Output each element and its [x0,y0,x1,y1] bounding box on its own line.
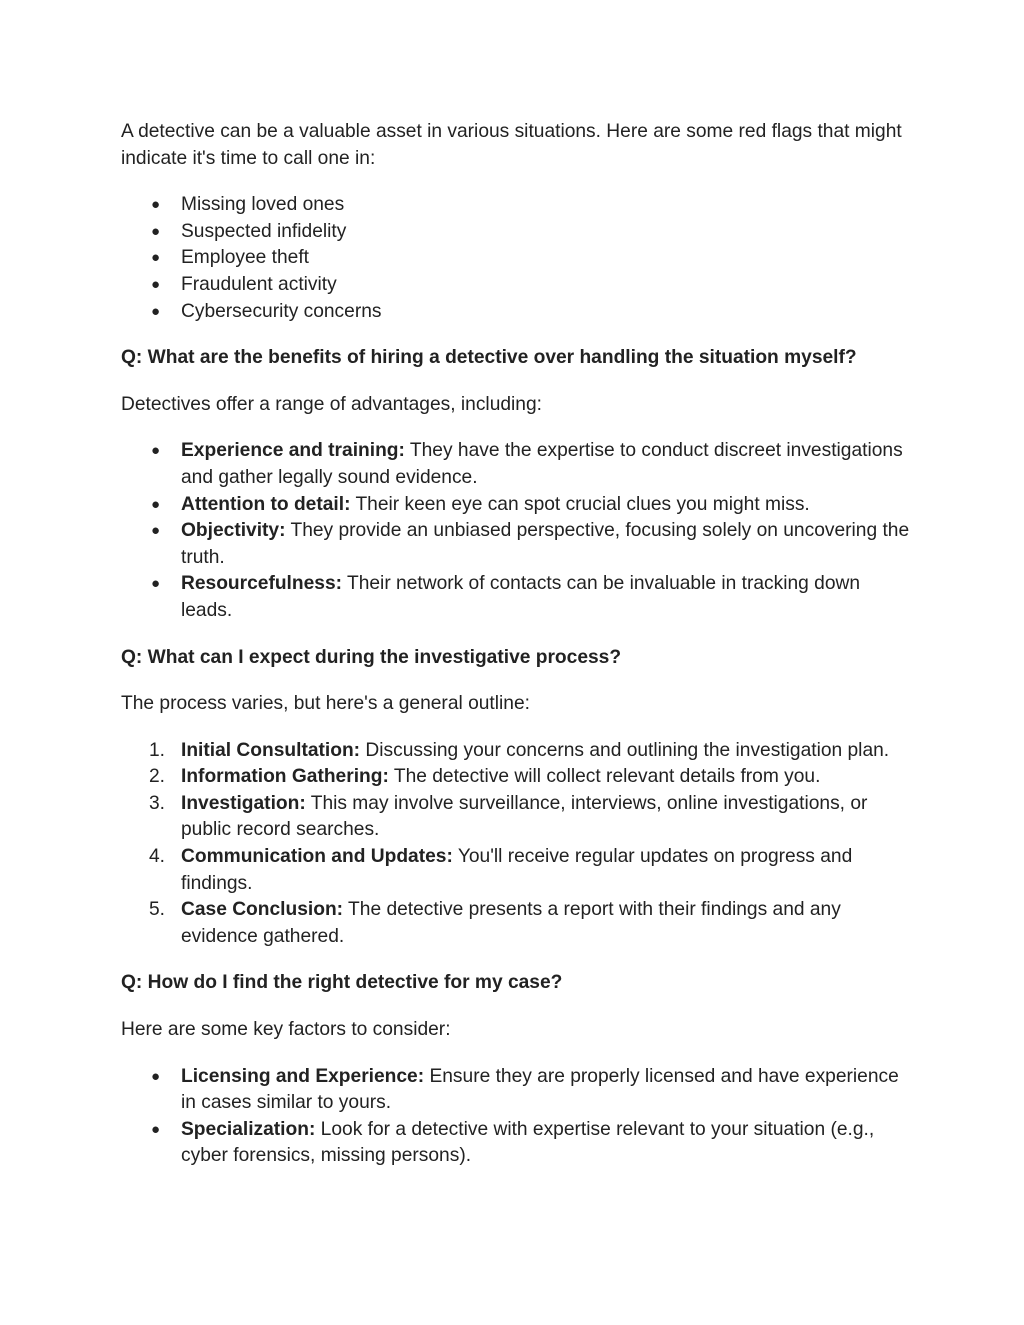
item-text: Their network of contacts can be invaluable in tracking down leads. [181,573,861,621]
list-item [121,764,911,791]
bullet-icon: ● [151,275,161,293]
factors-list [121,1064,911,1170]
benefits-list [121,438,911,624]
list-item [121,518,911,571]
item-text: You'll receive regular updates on progress and findings. [181,846,853,894]
step-number: 4. [149,846,166,868]
list-item [121,791,911,844]
item-term: Experience and training: [181,440,405,462]
list-item [121,844,911,897]
list-item [121,897,911,950]
item-text: They have the expertise to conduct discreet investigations and gather legally sound evidence. [181,440,903,488]
list-item [121,438,911,491]
item-text: Their keen eye can spot crucial clues you might miss. [350,493,810,515]
item-term: Attention to detail: [181,493,351,515]
item-term: Initial Consultation: [181,739,361,761]
bullet-icon: ● [151,575,161,593]
intro-paragraph: A detective can be a valuable asset in various situations. Here are some red flags that might indicate it's time to call one in: [121,121,902,169]
list-item [121,1117,911,1170]
step-number: 3. [149,792,166,814]
list-item: ● Cybersecurity concerns [121,299,911,326]
item-text: They provide an unbiased perspective, focusing solely on uncovering the truth. [181,520,910,568]
bullet-icon: ● [151,495,161,513]
step-number: 2. [149,766,166,788]
step-number: 1. [149,739,166,761]
item-text: This may involve surveillance, interviews, online investigations, or public record searches. [181,792,868,841]
list-item: ● Employee theft [121,245,911,272]
bullet-icon: ● [151,1120,161,1138]
item-term: Licensing and Experience: [181,1065,425,1087]
list-item: ● Missing loved ones [121,192,911,219]
item-term: Investigation: [181,792,306,814]
question-heading: Q: What can I expect during the investigative process? [121,646,622,668]
list-item: ● Fraudulent activity [121,272,911,299]
list-item [121,1064,911,1117]
bullet-icon: ● [151,196,161,214]
item-term: Resourcefulness: [181,573,343,595]
red-flags-list [121,192,911,325]
bullet-icon: ● [151,442,161,460]
answer-paragraph: Here are some key factors to consider: [121,1019,451,1041]
bullet-icon: ● [151,249,161,267]
item-term: Specialization: [181,1118,316,1140]
process-steps-list [121,738,911,951]
list-item: ● Suspected infidelity [121,219,911,246]
list-item [121,738,911,765]
question-heading: Q: What are the benefits of hiring a detective over handling the situation myself? [121,347,857,369]
item-text: Look for a detective with expertise relevant to your situation (e.g., cyber forensics, missing persons). [181,1118,875,1167]
item-text: The detective presents a report with their findings and any evidence gathered. [181,899,841,947]
list-item [121,571,911,624]
answer-paragraph: Detectives offer a range of advantages, including: [121,393,542,415]
item-term: Objectivity: [181,520,286,542]
list-item [121,492,911,519]
document-page [121,119,911,1190]
item-term: Case Conclusion: [181,899,344,921]
step-number: 5. [149,899,166,921]
bullet-icon: ● [151,302,161,320]
item-term: Information Gathering: [181,766,389,788]
bullet-icon: ● [151,222,161,240]
item-text: Discussing your concerns and outlining the investigation plan. [360,739,890,761]
bullet-icon: ● [151,1067,161,1085]
answer-paragraph: The process varies, but here's a general outline: [121,693,530,715]
question-heading: Q: How do I find the right detective for my case? [121,972,563,994]
item-term: Communication and Updates: [181,846,453,868]
item-text: Ensure they are properly licensed and have experience in cases similar to yours. [181,1065,899,1114]
bullet-icon: ● [151,522,161,540]
item-text: The detective will collect relevant details from you. [388,766,821,788]
